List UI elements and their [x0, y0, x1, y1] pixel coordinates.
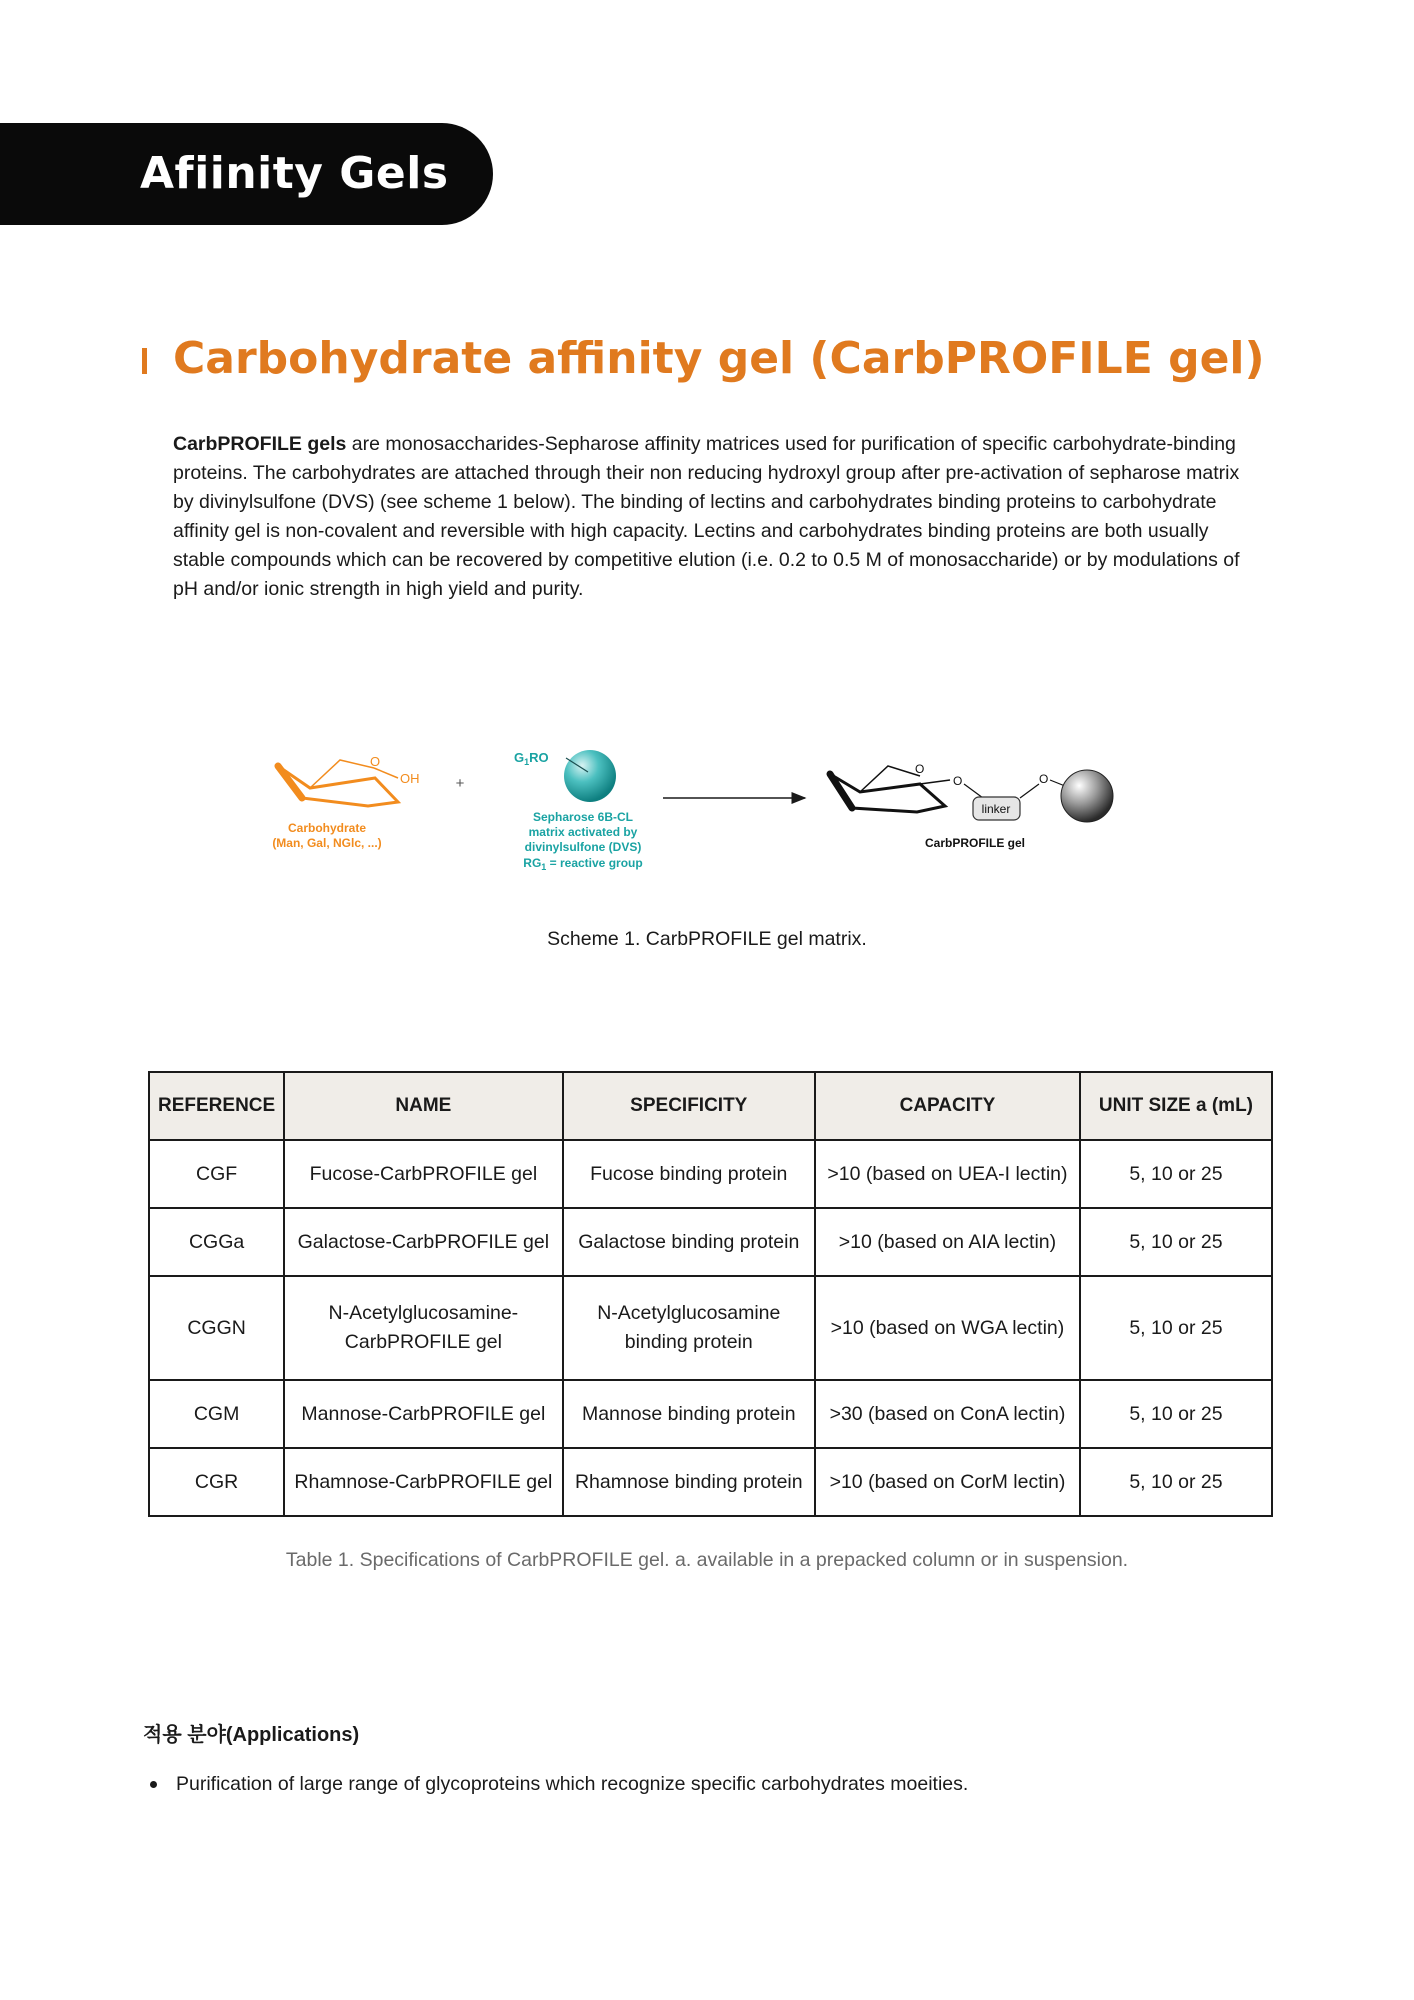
product-oxygen-bead: O	[1039, 772, 1049, 786]
scheme-caption: Scheme 1. CarbPROFILE gel matrix.	[547, 928, 867, 950]
cell-capacity: >10 (based on CorM lectin)	[815, 1448, 1080, 1516]
reactive-group-g: G	[514, 750, 525, 765]
cell-unit-size: 5, 10 or 25	[1080, 1140, 1272, 1208]
header-specificity: SPECIFICITY	[563, 1072, 815, 1140]
carbohydrate-sublabel: (Man, Gal, NGlc, ...)	[272, 836, 382, 850]
bullet-icon	[150, 1781, 157, 1788]
table-row	[149, 1380, 1272, 1448]
cell-reference: CGM	[149, 1380, 284, 1448]
cell-name: Fucose-CarbPROFILE gel	[284, 1140, 562, 1208]
table-caption: Table 1. Specifications of CarbPROFILE gel. a. available in a prepacked column or in suspension.	[285, 1549, 1129, 1571]
ring-oh-label: OH	[400, 771, 420, 786]
cell-specificity: N-Acetylglucosamine binding protein	[563, 1276, 815, 1380]
bead-label-rg-sub: 1	[541, 862, 547, 872]
cell-unit-size: 5, 10 or 25	[1080, 1208, 1272, 1276]
cell-capacity: >10 (based on WGA lectin)	[815, 1276, 1080, 1380]
banner-title: Afiinity Gels	[140, 148, 449, 199]
cell-reference: CGGa	[149, 1208, 284, 1276]
cell-name: Mannose-CarbPROFILE gel	[284, 1380, 562, 1448]
product-label: CarbPROFILE gel	[924, 836, 1026, 850]
bead-label-line3: divinylsulfone (DVS)	[524, 840, 642, 854]
list-item-text: Purification of large range of glycoproteins which recognize specific carbohydrates moeities.	[176, 1773, 969, 1795]
table-row	[149, 1140, 1272, 1208]
cell-unit-size: 5, 10 or 25	[1080, 1380, 1272, 1448]
cell-capacity: >30 (based on ConA lectin)	[815, 1380, 1080, 1448]
intro-text: are monosaccharides-Sepharose affinity matrices used for purification of specific carbohydrate-binding proteins. The carbohydrates are attached through their non reducing hydroxyl group after pre-activation of sepharose matrix by divinylsulfone (DVS) (see scheme 1 below). The binding of lectins and carbohydrates binding proteins to carbohydrate affinity gel is non-covalent and reversible with high capacity. Lectins and carbohydrates binding proteins are both usually stable compounds which can be recovered by competitive elution (i.e. 0.2 to 0.5 M of monosaccharide) or by modulations of pH and/or ionic strength in high yield and purity.	[173, 433, 1240, 600]
intro-bold-lead: CarbPROFILE gels	[173, 433, 347, 455]
list-item	[150, 1773, 968, 1796]
product-oxygen-ring: O	[915, 762, 925, 776]
carbohydrate-label: Carbohydrate	[287, 821, 367, 835]
header-capacity: CAPACITY	[815, 1072, 1080, 1140]
cell-reference: CGR	[149, 1448, 284, 1516]
plus-sign: +	[455, 775, 465, 792]
reactive-group-label	[514, 750, 549, 767]
cell-name: Galactose-CarbPROFILE gel	[284, 1208, 562, 1276]
cell-unit-size: 5, 10 or 25	[1080, 1276, 1272, 1380]
table-row	[149, 1448, 1272, 1516]
cell-specificity: Mannose binding protein	[563, 1380, 815, 1448]
table-header-row	[149, 1072, 1272, 1140]
cell-name: Rhamnose-CarbPROFILE gel	[284, 1448, 562, 1516]
section-marker	[142, 348, 147, 374]
bead-label-line4	[523, 856, 642, 872]
product-ring-icon	[830, 766, 950, 812]
bead-label-line1: Sepharose 6B-CL	[532, 810, 634, 824]
product-oxygen-glyco: O	[953, 774, 963, 788]
cell-capacity: >10 (based on UEA-I lectin)	[815, 1140, 1080, 1208]
bead-label-rg: RG	[523, 856, 542, 870]
cell-reference: CGF	[149, 1140, 284, 1208]
section-title: Carbohydrate affinity gel (CarbPROFILE gel)	[173, 333, 1265, 384]
bead-label-line2: matrix activated by	[528, 825, 638, 839]
cell-specificity: Fucose binding protein	[563, 1140, 815, 1208]
cell-name: N-Acetylglucosamine- CarbPROFILE gel	[284, 1276, 562, 1380]
header-reference: REFERENCE	[149, 1072, 284, 1140]
gel-bead-icon	[1061, 770, 1113, 822]
header-name: NAME	[284, 1072, 562, 1140]
table-row	[149, 1276, 1272, 1380]
reactive-group-sub: 1	[524, 757, 530, 767]
sepharose-bead-icon	[564, 750, 616, 802]
cell-unit-size: 5, 10 or 25	[1080, 1448, 1272, 1516]
reactive-group-ro: RO	[529, 750, 549, 765]
cell-capacity: >10 (based on AIA lectin)	[815, 1208, 1080, 1276]
cell-reference: CGGN	[149, 1276, 284, 1380]
linker-label: linker	[981, 802, 1011, 816]
cell-specificity: Galactose binding protein	[563, 1208, 815, 1276]
header-unit-size: UNIT SIZE a (mL)	[1080, 1072, 1272, 1140]
reaction-scheme	[270, 740, 1130, 900]
ring-oxygen-label: O	[370, 754, 381, 769]
specifications-table	[148, 1071, 1273, 1517]
intro-paragraph	[173, 430, 1263, 604]
applications-heading: 적용 분야(Applications)	[143, 1724, 360, 1746]
cell-specificity: Rhamnose binding protein	[563, 1448, 815, 1516]
applications-list	[150, 1773, 968, 1796]
bead-label-rg-tail: = reactive group	[546, 856, 643, 870]
table-row	[149, 1208, 1272, 1276]
